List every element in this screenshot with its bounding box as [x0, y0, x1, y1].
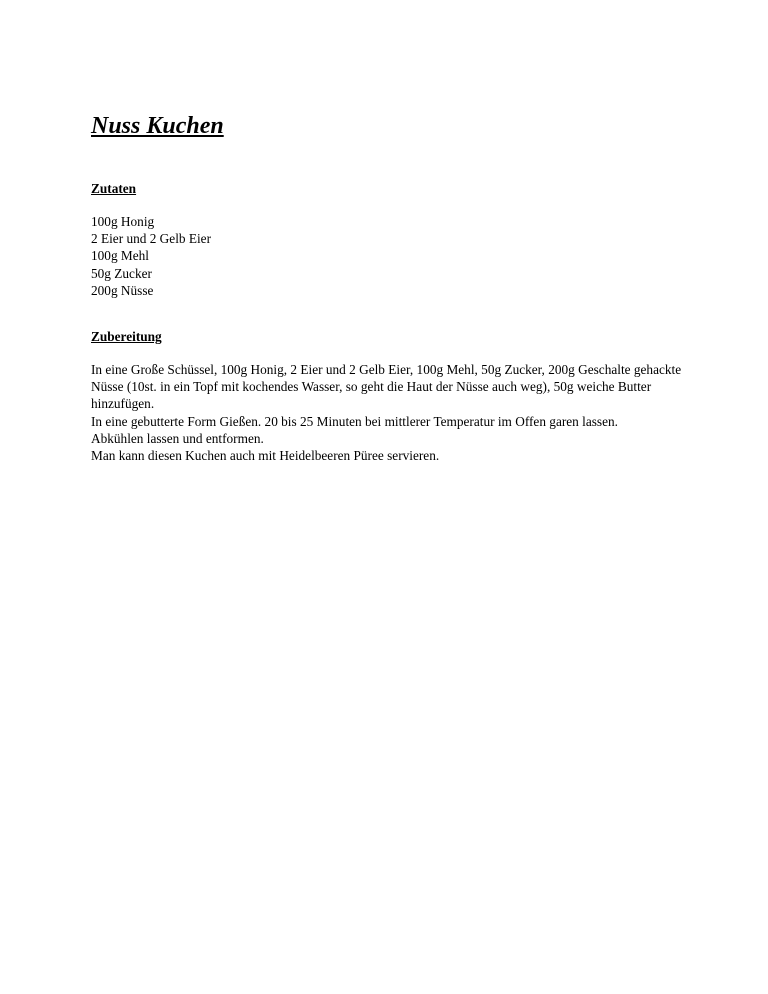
- recipe-title: Nuss Kuchen: [91, 113, 224, 139]
- preparation-text: [91, 361, 691, 464]
- ingredient-item: 100g Honig: [91, 214, 155, 229]
- ingredient-item: 50g Zucker: [91, 265, 152, 281]
- ingredients-heading: Zutaten: [91, 181, 137, 196]
- ingredient-item: 200g Nüsse: [91, 282, 154, 298]
- preparation-paragraph: In eine gebutterte Form Gießen. 20 bis 25 Minuten bei mittlerer Temperatur im Offen garen lassen.: [91, 413, 618, 429]
- ingredients-list: [91, 213, 211, 299]
- ingredient-item: 2 Eier und 2 Gelb Eier: [91, 231, 212, 247]
- preparation-paragraph: Abkühlen lassen und entformen.: [91, 430, 264, 446]
- preparation-heading: Zubereitung: [91, 329, 162, 344]
- ingredient-item: 100g Mehl: [91, 248, 149, 264]
- preparation-paragraph: Man kann diesen Kuchen auch mit Heidelbeeren Püree servieren.: [91, 448, 440, 464]
- preparation-paragraph: In eine Große Schüssel, 100g Honig, 2 Eier und 2 Gelb Eier, 100g Mehl, 50g Zucker, 200g Geschalte gehackte Nüsse (10st. in ein Topf mit kochendes Wasser, so geht die Haut der Nüsse auch weg), 50g weiche Butter hinzufügen.: [91, 362, 682, 412]
